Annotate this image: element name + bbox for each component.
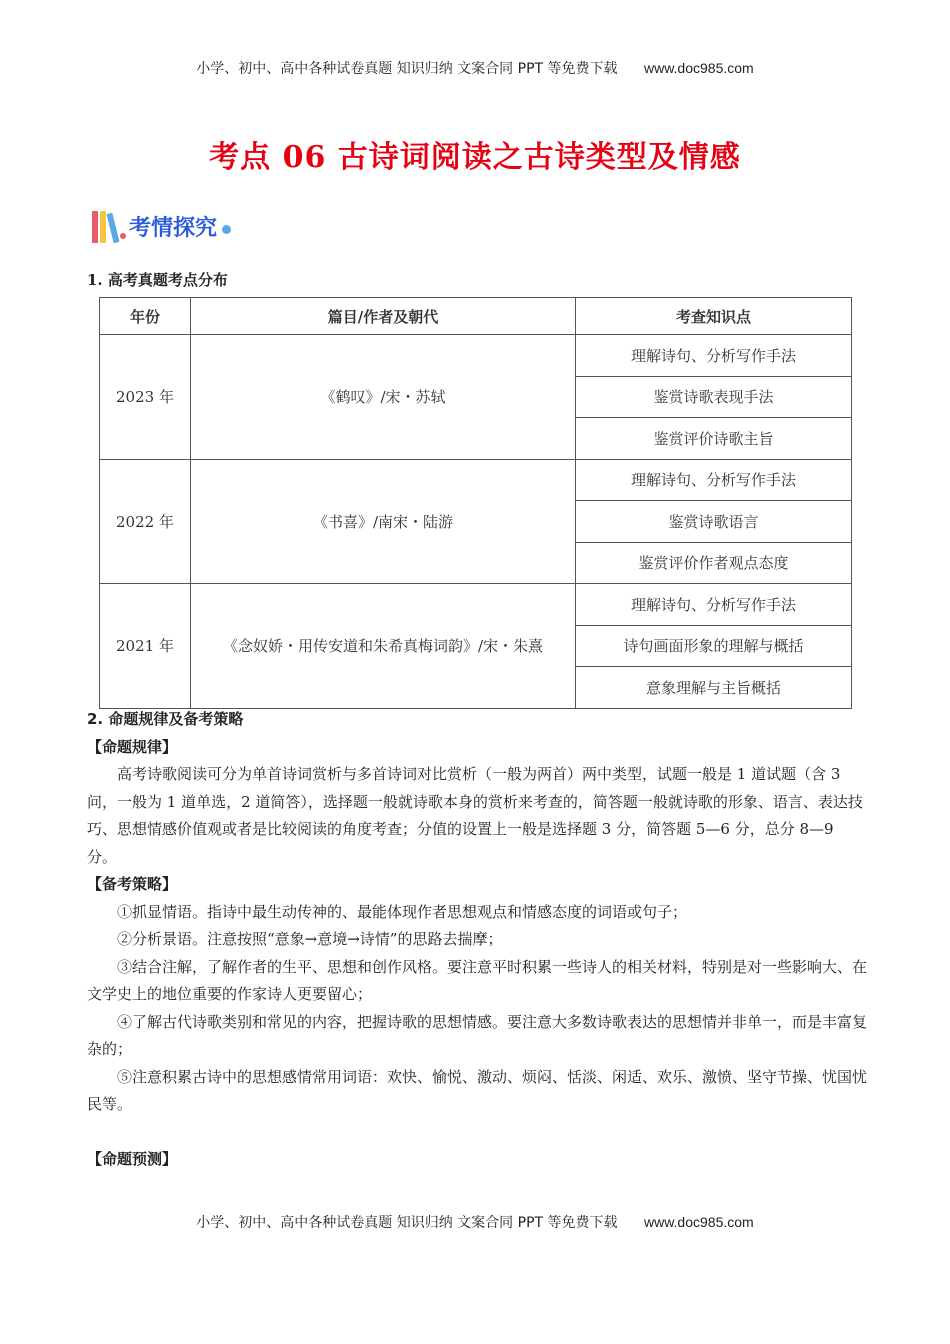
footer-site-link[interactable]: www.doc985.com [643, 1214, 754, 1230]
prediction-label: 【命题预测】 [87, 1149, 178, 1168]
section1-heading: 1. 高考真题考点分布 [87, 271, 228, 289]
point-cell: 鉴赏诗歌表现手法 [576, 376, 852, 418]
strategy-label: 【备考策略】 [87, 875, 178, 893]
badge-label: 考情探究 [129, 215, 218, 241]
table-row [100, 584, 852, 626]
table-header-row [100, 298, 852, 335]
table-row [100, 335, 852, 377]
work-cell: 《书喜》/南宋・陆游 [191, 459, 576, 584]
point-cell: 鉴赏诗歌语言 [576, 501, 852, 543]
strategy-item: ④了解古代诗歌类别和常见的内容，把握诗歌的思想情感。要注意大多数诗歌表达的思想情并非单一，而是丰富复杂的； [87, 1012, 868, 1058]
rules-label: 【命题规律】 [87, 737, 178, 756]
badge-dot-icon [120, 233, 126, 239]
books-icon [92, 209, 118, 243]
point-cell: 理解诗句、分析写作手法 [576, 335, 852, 377]
work-cell: 《鹤叹》/宋・苏轼 [191, 335, 576, 460]
point-cell: 鉴赏评价诗歌主旨 [576, 418, 852, 460]
page-title: 考点 06 古诗词阅读之古诗类型及情感 [209, 140, 741, 175]
strategy-item: ①抓显情语。指诗中最生动传神的、最能体现作者思想观点和情感态度的词语或句子； [117, 902, 688, 921]
strategy-item: ③结合注解，了解作者的生平、思想和创作风格。要注意平时积累一些诗人的相关材料，特别是对一些影响大、在文学史上的地位重要的作家诗人更要留心； [87, 957, 868, 1003]
strategy-item: ②分析景语。注意按照“意象→意境→诗情”的思路去揣摩； [117, 930, 503, 948]
section2 [87, 706, 867, 1173]
point-cell: 意象理解与主旨概括 [576, 667, 852, 709]
col-header-work: 篇目/作者及朝代 [191, 298, 576, 335]
section2-heading: 2. 命题规律及备考策略 [87, 710, 244, 728]
page-footer [0, 1212, 950, 1232]
year-cell: 2023 年 [100, 335, 191, 460]
point-cell: 鉴赏评价作者观点态度 [576, 542, 852, 584]
badge-end-dot-icon [222, 225, 231, 234]
year-cell: 2021 年 [100, 584, 191, 709]
work-cell: 《念奴娇・用传安道和朱希真梅词韵》/宋・朱熹 [191, 584, 576, 709]
section-badge [92, 206, 231, 246]
col-header-points: 考查知识点 [576, 298, 852, 335]
col-header-year: 年份 [100, 298, 191, 335]
footer-text: 小学、初中、高中各种试卷真题 知识归纳 文案合同 PPT 等免费下载 [196, 1215, 618, 1231]
exam-distribution-table [99, 297, 852, 709]
header-text: 小学、初中、高中各种试卷真题 知识归纳 文案合同 PPT 等免费下载 [196, 61, 618, 77]
page-header [0, 58, 950, 78]
point-cell: 诗句画面形象的理解与概括 [576, 625, 852, 667]
point-cell: 理解诗句、分析写作手法 [576, 459, 852, 501]
year-cell: 2022 年 [100, 459, 191, 584]
rules-paragraph: 高考诗歌阅读可分为单首诗词赏析与多首诗词对比赏析（一般为两首）两中类型，试题一般是 1 道试题（含 3 问，一般为 1 道单选，2 道简答），选择题一般就诗歌本身的赏析来考查的，简答题一般就诗歌的形象、语言、表达技巧、思想情感价值观或者是比较阅读的角度考查；分值的设置上一般是选择题 3 分，简答题 5—6 分，总分 8—9 分。 [87, 765, 863, 866]
strategy-item: ⑤注意积累古诗中的思想感情常用词语：欢快、愉悦、激动、烦闷、恬淡、闲适、欢乐、激愤、坚守节操、忧国忧民等。 [87, 1067, 868, 1113]
header-site-link[interactable]: www.doc985.com [643, 60, 754, 76]
table-row [100, 459, 852, 501]
point-cell: 理解诗句、分析写作手法 [576, 584, 852, 626]
